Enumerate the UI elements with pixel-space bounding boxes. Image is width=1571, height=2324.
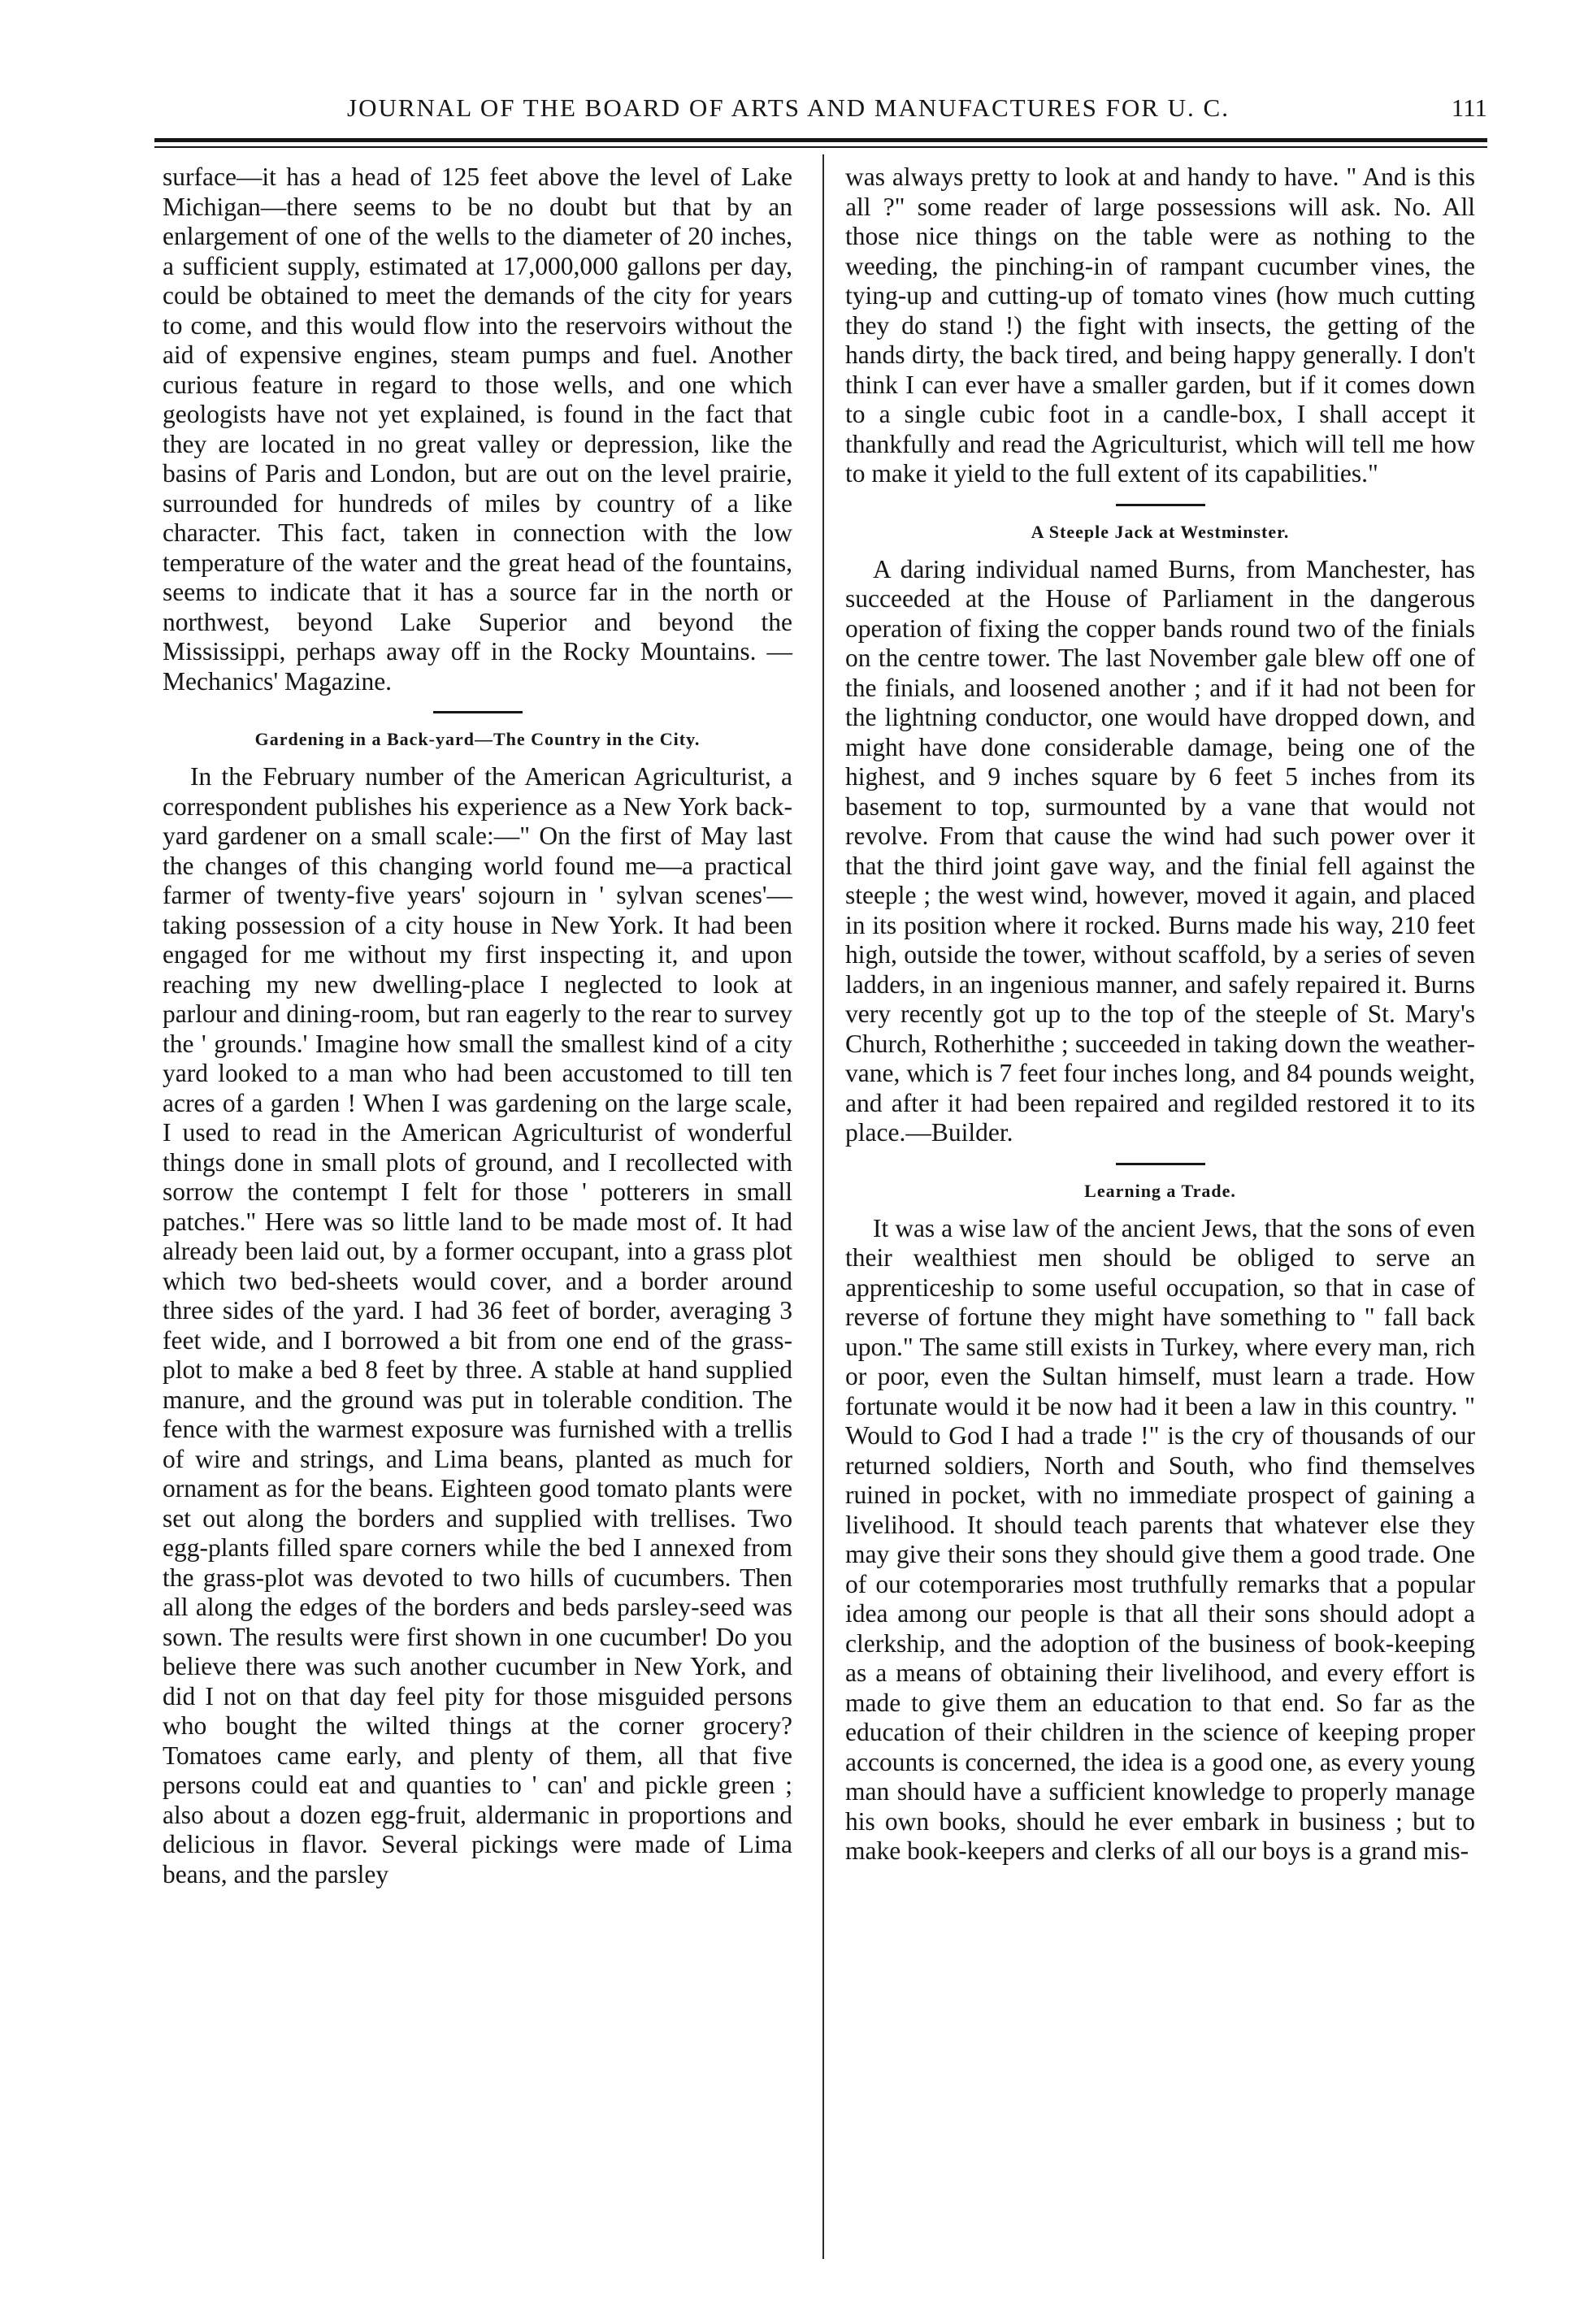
right-column [845, 163, 1475, 1871]
gardening-article-body: In the February number of the American Agriculturist, a correspondent publishes his experience as a New York back-yard gardener on a small scale:—" On the first of May last the changes of this changing world found me—a practical farmer of twenty-five years' sojourn in ' sylvan scenes'—taking possession of a city house in New York. It had been engaged for me without my first inspecting it, and upon reaching my new dwelling-place I neglected to look at parlour and dining-room, but ran eagerly to the rear to survey the ' grounds.' Imagine how small the smallest kind of a city yard looked to a man who had been accustomed to till ten acres of a garden ! When I was gardening on the large scale, I used to read in the American Agriculturist of wonderful things done in small plots of ground, and I recollected with sorrow the contempt I felt for those ' potterers in small patches." Here was so little land to be made most of. It had already been laid out, by a former occupant, into a grass plot which two bed-sheets would cover, and a border around three sides of the yard. I had 36 feet of border, averaging 3 feet wide, and I borrowed a bit from one end of the grass-plot to make a bed 8 feet by three. A stable at hand supplied manure, and the ground was put in tolerable condition. The fence with the warmest exposure was furnished with a trellis of wire and strings, and Lima beans, planted as much for ornament as for the beans. Eighteen good tomato plants were set out along the borders and supplied with trellises. Two egg-plants filled spare corners while the bed I annexed from the grass-plot was devoted to two hills of cucumbers. Then all along the edges of the borders and beds parsley-seed was sown. The results were first shown in one cucumber! Do you believe there was such another cucumber in New York, and did I not on that day feel pity for those misguided persons who bought the wilted things at the corner grocery? Tomatoes came early, and plenty of them, all that five persons could eat and quanties to ' can' and pickle green ; also about a dozen egg-fruit, aldermanic in proportions and delicious in flavor. Several pickings were made of Lima beans, and the parsley [163, 762, 792, 1888]
header-rule-thin [154, 146, 1487, 148]
learning-trade-article-title: Learning a Trade. [1084, 1180, 1236, 1201]
article-separator [433, 711, 523, 713]
running-head [154, 88, 1487, 128]
artesian-wells-continuation: surface—it has a head of 125 feet above the level of Lake Michigan—there seems to be no doubt but that by an enlargement of one of the wells to the diameter of 20 inches, a sufficient supply, estimated at 17,000,000 gallons per day, could be obtained to meet the demands of the city for years to come, and this would flow into the reservoirs without the aid of expensive engines, steam pumps and fuel. Another curious feature in regard to those wells, and one which geologists have not yet explained, is found in the fact that they are located in no great valley or depression, like the basins of Paris and London, but are out on the level prairie, surrounded for hundreds of miles by country of a like character. This fact, taken in connection with the low temperature of the water and the great head of the fountains, seems to indicate that it has a source far in the north or northwest, beyond Lake Superior and beyond the Mississippi, perhaps away off in the Rocky Mountains. —Mechanics' Magazine. [163, 163, 792, 696]
header-rule-thick [154, 138, 1487, 142]
gardening-article-title: Gardening in a Back-yard—The Country in the City. [254, 729, 701, 749]
learning-trade-article-body: It was a wise law of the ancient Jews, that the sons of even their wealthiest men should be obliged to serve an apprenticeship to some useful occupation, so that in case of reverse of fortune they might have something to " fall back upon." The same still exists in Turkey, where every man, rich or poor, even the Sultan himself, must learn a trade. How fortunate would it be now had it been a law in this country. " Would to God I had a trade !" is the cry of thousands of our returned soldiers, North and South, who find themselves ruined in pocket, with no immediate prospect of gaining a livelihood. It should teach parents that whatever else they may give their sons they should give them a good trade. One of our cotemporaries most truthfully remarks that a popular idea among our people is that all their sons should adopt a clerkship, and the adoption of the business of book-keeping as a means of obtaining their livelihood, and every effort is made to give them an education to that end. So far as the education of their children in the science of keeping proper accounts is concerned, the idea is a good one, as every young man should have a sufficient knowledge to properly manage his own books, should he ever embark in business ; but to make book-keepers and clerks of all our boys is a grand mis- [845, 1213, 1475, 1865]
gardening-article-continuation: was always pretty to look at and handy to have. " And is this all ?" some reader of large possessions will ask. No. All those nice things on the table were as nothing to the weeding, the pinching-in of rampant cucumber vines, the tying-up and cutting-up of tomato vines (how much cutting they do stand !) the fight with insects, the getting of the hands dirty, the back tired, and being happy generally. I don't think I can ever have a smaller garden, but if it comes down to a single cubic foot in a candle-box, I shall accept it thankfully and read the Agriculturist, which will tell me how to make it yield to the full extent of its capabilities." [845, 163, 1475, 488]
page-number: 111 [1451, 93, 1487, 122]
article-separator [1116, 1163, 1205, 1165]
left-column [163, 163, 792, 1894]
article-separator [1116, 504, 1205, 506]
steeple-jack-article-body: A daring individual named Burns, from Manchester, has succeeded at the House of Parliament in the dangerous operation of fixing the copper bands round two of the finials on the centre tower. The last November gale blew off one of the finials, and loosened another ; and if it had not been for the lightning conductor, one would have dropped down, and might have done considerable damage, being one of the highest, and 9 inches square by 6 feet 5 inches from its basement to top, surmounted by a vane that would not revolve. From that cause the wind had such power over it that the third joint gave way, and the finial fell against the steeple ; the west wind, however, moved it again, and placed in its position where it rocked. Burns made his way, 210 feet high, outside the tower, without scaffold, by a series of seven ladders, in an ingenious manner, and safely repaired it. Burns very recently got up to the top of the steeple of St. Mary's Church, Rotherhithe ; succeeded in taking down the weather-vane, which is 7 feet four inches long, and 84 pounds weight, and after it had been repaired and regilded restored it to its place.—Builder. [845, 554, 1475, 1147]
journal-title: JOURNAL OF THE BOARD OF ARTS AND MANUFACTURES FOR U. C. [347, 93, 1230, 122]
steeple-jack-article-title: A Steeple Jack at Westminster. [1031, 521, 1290, 542]
column-divider [822, 154, 824, 2259]
